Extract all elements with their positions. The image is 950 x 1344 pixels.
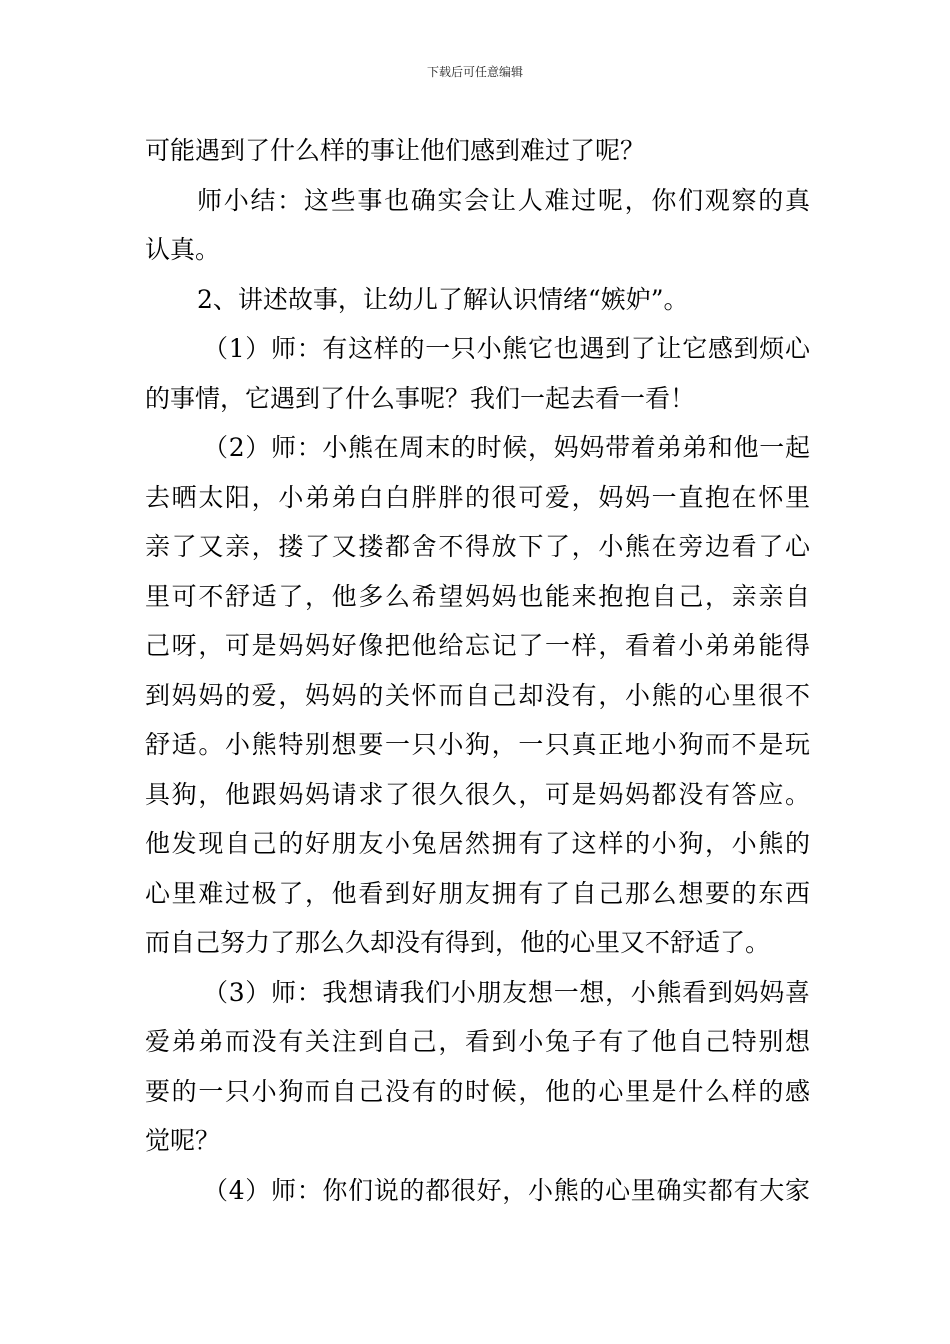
document-body bbox=[145, 126, 810, 1215]
text-line: （4）师：你们说的都很好，小熊的心里确实都有大家 bbox=[203, 1175, 810, 1205]
text-line: 的事情，它遇到了什么事呢？我们一起去看一看！ bbox=[145, 383, 696, 413]
text-line: 可能遇到了什么样的事让他们感到难过了呢？ bbox=[145, 136, 646, 165]
text-line: （3）师：我想请我们小朋友想一想，小熊看到妈妈喜 bbox=[203, 977, 810, 1007]
text-line: 到妈妈的爱，妈妈的关怀而自己却没有，小熊的心里很不 bbox=[145, 680, 810, 710]
text-line: 2、讲述故事，让幼儿了解认识情绪“嫉妒”。 bbox=[197, 284, 689, 314]
text-line: 具狗，他跟妈妈请求了很久很久，可是妈妈都没有答应。 bbox=[145, 779, 810, 809]
text-line: 觉呢？ bbox=[145, 1126, 221, 1155]
text-line: （2）师：小熊在周末的时候，妈妈带着弟弟和他一起 bbox=[203, 433, 810, 462]
text-line: 舒适。小熊特别想要一只小狗，一只真正地小狗而不是玩 bbox=[145, 730, 810, 759]
text-line: 师小结：这些事也确实会让人难过呢，你们观察的真 bbox=[197, 185, 810, 215]
text-line: 他发现自己的好朋友小兔居然拥有了这样的小狗，小熊的 bbox=[145, 829, 810, 858]
text-line: 去晒太阳，小弟弟白白胖胖的很可爱，妈妈一直抱在怀里 bbox=[145, 482, 810, 512]
text-line: 要的一只小狗而自己没有的时候，他的心里是什么样的感 bbox=[145, 1076, 810, 1106]
text-line: 认真。 bbox=[145, 235, 221, 264]
text-line: 心里难过极了，他看到好朋友拥有了自己那么想要的东西 bbox=[145, 878, 810, 908]
text-line: 里可不舒适了，他多么希望妈妈也能来抱抱自己，亲亲自 bbox=[145, 581, 810, 611]
text-line: 己呀，可是妈妈好像把他给忘记了一样，看着小弟弟能得 bbox=[145, 631, 810, 660]
text-line: 而自己努力了那么久却没有得到，他的心里又不舒适了。 bbox=[145, 928, 771, 957]
text-line: 爱弟弟而没有关注到自己，看到小兔子有了他自己特别想 bbox=[145, 1027, 810, 1056]
text-line: 亲了又亲，搂了又搂都舍不得放下了，小熊在旁边看了心 bbox=[145, 532, 810, 561]
page-header: 下载后可任意编辑 bbox=[426, 65, 523, 79]
text-line: （1）师：有这样的一只小熊它也遇到了让它感到烦心 bbox=[203, 334, 810, 363]
